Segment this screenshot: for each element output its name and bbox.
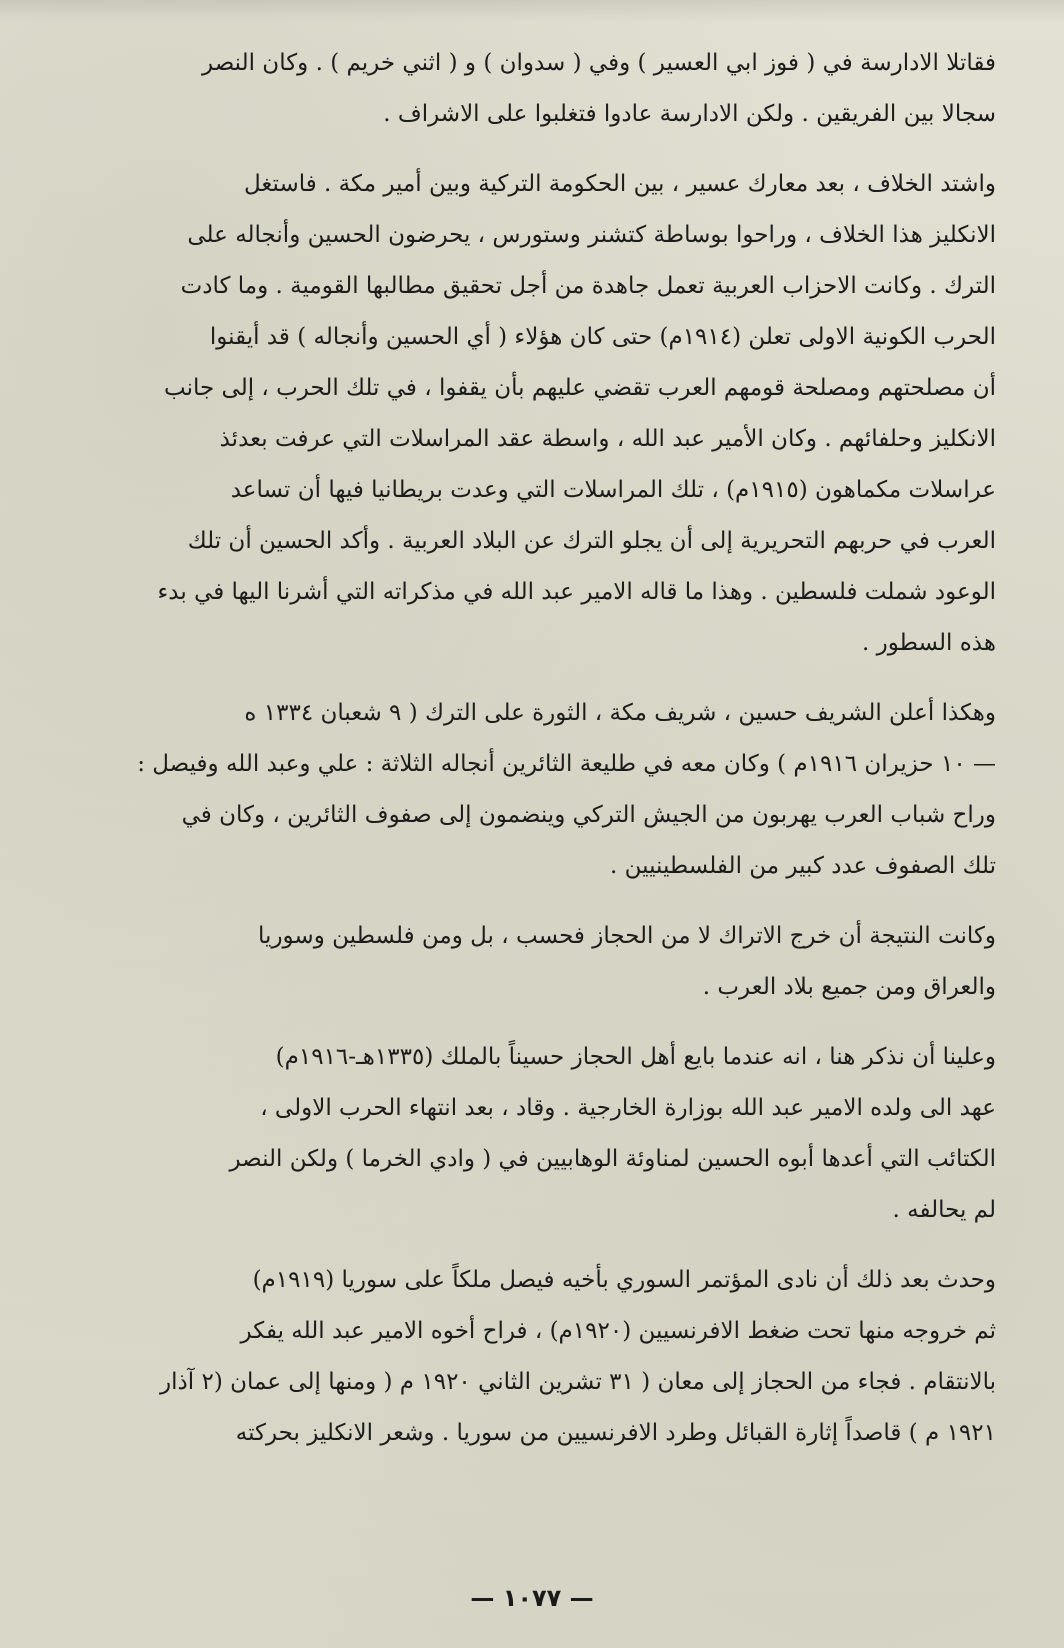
text-line: وراح شباب العرب يهربون من الجيش التركي وينضمون إلى صفوف الثائرين ، وكان في (181, 802, 996, 828)
text-line: الانكليز هذا الخلاف ، وراحوا بوساطة كتشنر وستورس ، يحرضون الحسين وأنجاله على (187, 222, 996, 248)
text-line: بالانتقام . فجاء من الحجاز إلى معان ( ٣١ تشرين الثاني ١٩٢٠ م ( ومنها إلى عمان (٢ آذار (160, 1369, 996, 1395)
text-line: هذه السطور . (862, 630, 996, 656)
text-line: العرب في حربهم التحريرية إلى أن يجلو الترك عن البلاد العربية . وأكد الحسين أن تلك (187, 528, 996, 554)
text-line: لم يحالفه . (892, 1197, 996, 1223)
text-line: وعلينا أن نذكر هنا ، انه عندما بايع أهل الحجاز حسيناً بالملك (١٣٣٥هـ-١٩١٦م) (275, 1044, 996, 1070)
text-line: الوعود شملت فلسطين . وهذا ما قاله الامير عبد الله في مذكراته التي أشرنا اليها في بدء (157, 579, 996, 605)
text-line: والعراق ومن جميع بلاد العرب . (702, 974, 996, 1000)
paragraph-3 (54, 688, 996, 892)
bleed-through-strip (0, 0, 1064, 22)
text-line: الترك . وكانت الاحزاب العربية تعمل جاهدة من أجل تحقيق مطالبها القومية . وما كادت (180, 273, 996, 299)
text-line: واشتد الخلاف ، بعد معارك عسير ، بين الحكومة التركية وبين أمير مكة . فاستغل (244, 171, 996, 197)
text-line: تلك الصفوف عدد كبير من الفلسطينيين . (610, 853, 996, 879)
text-line: سجالا بين الفريقين . ولكن الادارسة عادوا فتغلبوا على الاشراف . (383, 101, 996, 127)
text-line: أن مصلحتهم ومصلحة قومهم العرب تقضي عليهم بأن يقفوا ، في تلك الحرب ، إلى جانب (164, 375, 996, 401)
text-line: وهكذا أعلن الشريف حسين ، شريف مكة ، الثورة على الترك ( ٩ شعبان ١٣٣٤ ه (244, 700, 996, 726)
paragraph-2 (54, 159, 996, 669)
text-line: فقاتلا الادارسة في ( فوز ابي العسير ) وفي ( سدوان ) و ( اثني خريم ) . وكان النصر (202, 50, 996, 76)
text-line: عراسلات مكماهون (١٩١٥م) ، تلك المراسلات التي وعدت بريطانيا فيها أن تساعد (230, 477, 996, 503)
text-line: الكتائب التي أعدها أبوه الحسين لمناوئة الوهابيين في ( وادي الخرما ) ولكن النصر (229, 1146, 996, 1172)
text-line: وكانت النتيجة أن خرج الاتراك لا من الحجاز فحسب ، بل ومن فلسطين وسوريا (258, 923, 996, 949)
paragraph-1 (54, 38, 996, 140)
paragraph-6 (54, 1255, 996, 1459)
paragraph-5 (54, 1032, 996, 1236)
text-line: وحدث بعد ذلك أن نادى المؤتمر السوري بأخيه فيصل ملكاً على سوريا (١٩١٩م) (252, 1267, 996, 1293)
text-line: عهد الى ولده الامير عبد الله بوزارة الخارجية . وقاد ، بعد انتهاء الحرب الاولى ، (260, 1095, 996, 1121)
text-line: ١٩٢١ م ) قاصداً إثارة القبائل وطرد الافرنسيين من سوريا . وشعر الانكليز بحركته (235, 1420, 996, 1446)
text-line: الحرب الكونية الاولى تعلن (١٩١٤م) حتى كان هؤلاء ( أي الحسين وأنجاله ) قد أيقنوا (209, 324, 996, 350)
page-number: — ١٠٧٧ — (470, 1584, 594, 1612)
text-line: الانكليز وحلفائهم . وكان الأمير عبد الله ، واسطة عقد المراسلات التي عرفت بعدئذ (219, 426, 996, 452)
text-line: ثم خروجه منها تحت ضغط الافرنسيين (١٩٢٠م) ، فراح أخوه الامير عبد الله يفكر (240, 1318, 996, 1344)
paragraph-4 (54, 911, 996, 1013)
text-line: — ١٠ حزيران ١٩١٦م ) وكان معه في طليعة الثائرين أنجاله الثلاثة : علي وعبد الله وفيصل : (137, 751, 996, 777)
